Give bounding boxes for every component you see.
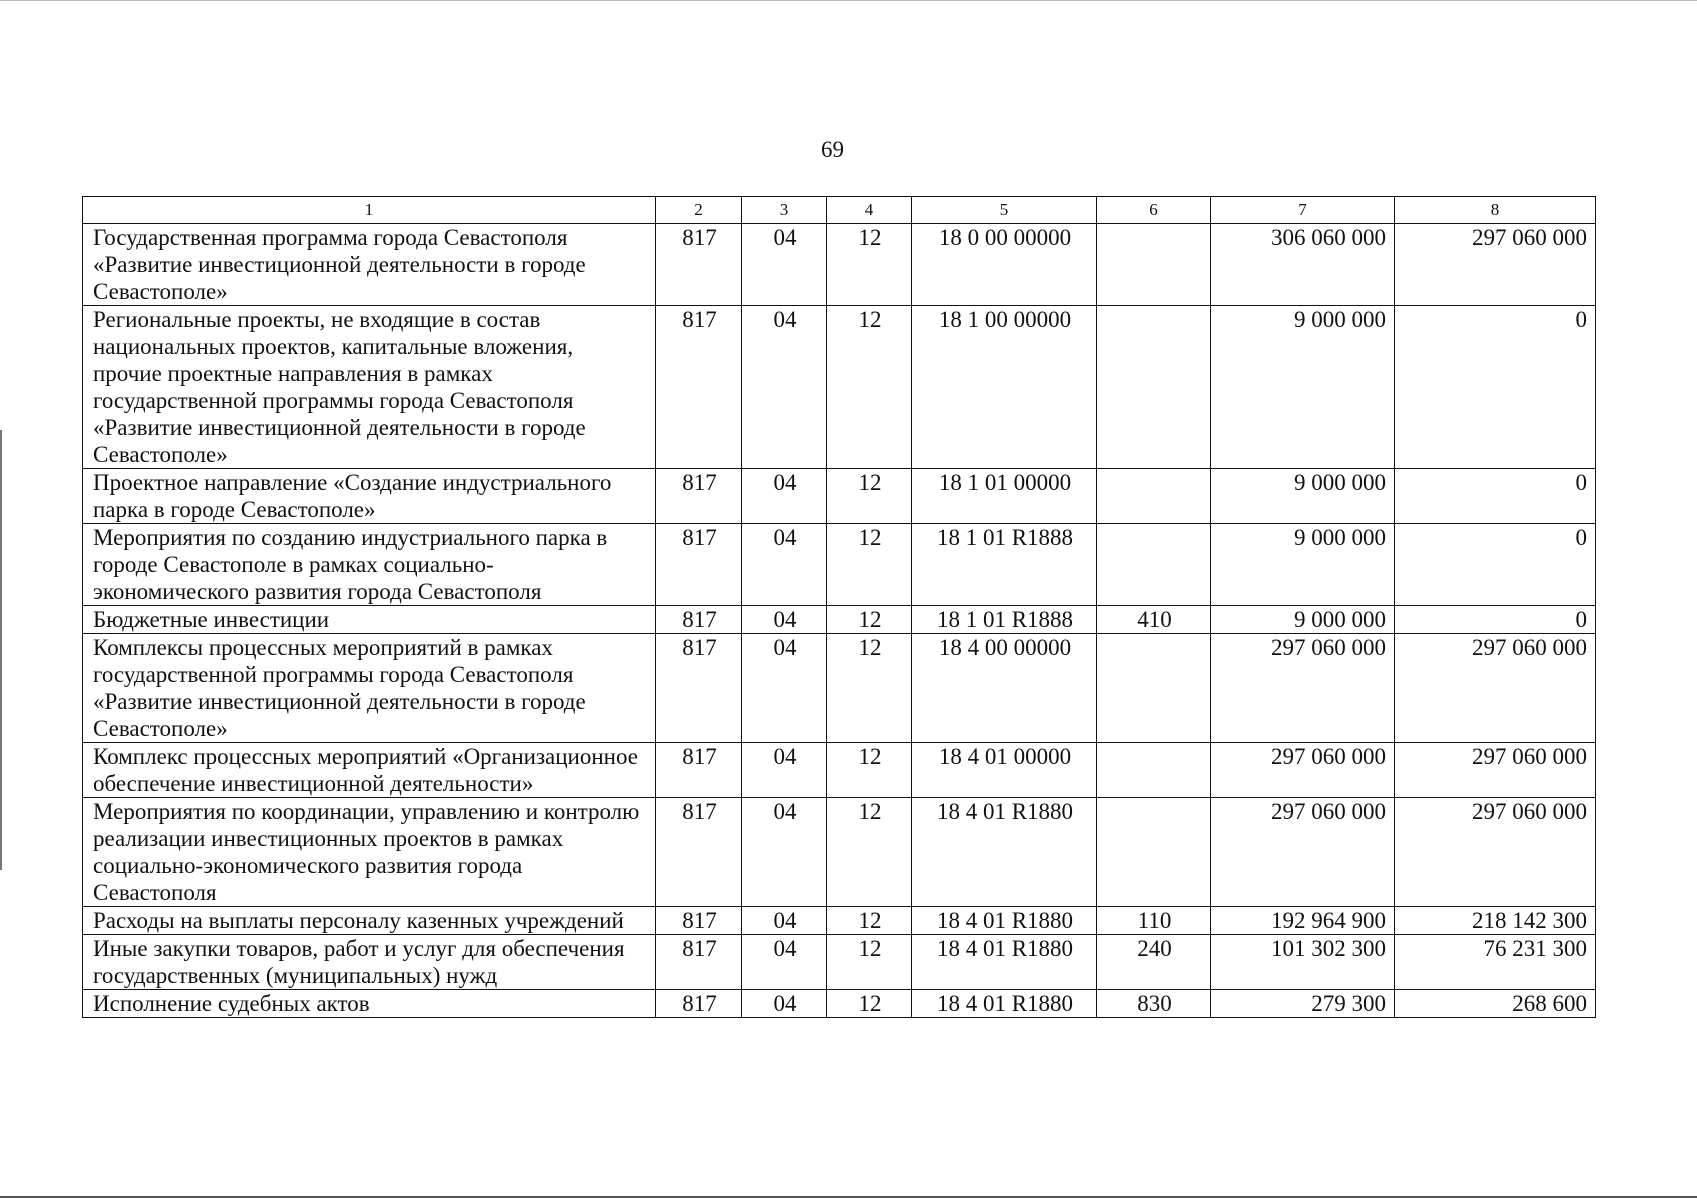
cell-sum-1: 297 060 000 — [1211, 798, 1395, 907]
cell-pr: 12 — [827, 798, 912, 907]
table-row — [83, 743, 1596, 798]
scan-edge-left — [0, 430, 2, 870]
table-body — [83, 224, 1596, 1018]
header-col-3: 3 — [742, 197, 827, 224]
cell-sum-1: 9 000 000 — [1211, 524, 1395, 606]
cell-sum-2: 297 060 000 — [1395, 634, 1596, 743]
cell-pr: 12 — [827, 606, 912, 634]
scan-edge-bottom — [0, 1196, 1697, 1198]
cell-csr: 18 4 01 R1880 — [912, 907, 1097, 935]
cell-csr: 18 1 01 00000 — [912, 469, 1097, 524]
cell-name: Проектное направление «Создание индустриального парка в городе Севастополе» — [83, 469, 656, 524]
cell-name: Мероприятия по созданию индустриального парка в городе Севастополе в рамках социально-экономического развития города Севастополя — [83, 524, 656, 606]
cell-pr: 12 — [827, 524, 912, 606]
cell-csr: 18 4 01 R1880 — [912, 798, 1097, 907]
cell-name: Государственная программа города Севастополя «Развитие инвестиционной деятельности в городе Севастополе» — [83, 224, 656, 306]
cell-gr: 817 — [656, 798, 742, 907]
table-row — [83, 935, 1596, 990]
cell-csr: 18 4 01 R1880 — [912, 990, 1097, 1018]
cell-sum-1: 9 000 000 — [1211, 306, 1395, 469]
table-row — [83, 606, 1596, 634]
cell-sum-1: 101 302 300 — [1211, 935, 1395, 990]
header-col-8: 8 — [1395, 197, 1596, 224]
cell-pr: 12 — [827, 634, 912, 743]
cell-sum-1: 297 060 000 — [1211, 743, 1395, 798]
cell-vr — [1097, 524, 1211, 606]
cell-pr: 12 — [827, 935, 912, 990]
header-col-7: 7 — [1211, 197, 1395, 224]
cell-sum-2: 297 060 000 — [1395, 798, 1596, 907]
cell-sum-2: 297 060 000 — [1395, 224, 1596, 306]
cell-vr — [1097, 224, 1211, 306]
cell-vr — [1097, 743, 1211, 798]
table-header — [83, 197, 1596, 224]
table-row — [83, 224, 1596, 306]
cell-rz: 04 — [742, 990, 827, 1018]
cell-sum-1: 297 060 000 — [1211, 634, 1395, 743]
scan-edge-top — [0, 0, 1697, 1]
cell-pr: 12 — [827, 224, 912, 306]
header-col-6: 6 — [1097, 197, 1211, 224]
cell-rz: 04 — [742, 907, 827, 935]
cell-csr: 18 4 01 R1880 — [912, 935, 1097, 990]
cell-rz: 04 — [742, 634, 827, 743]
table-row — [83, 907, 1596, 935]
budget-table — [82, 196, 1596, 1018]
cell-rz: 04 — [742, 469, 827, 524]
cell-gr: 817 — [656, 990, 742, 1018]
cell-rz: 04 — [742, 935, 827, 990]
cell-vr: 410 — [1097, 606, 1211, 634]
table-row — [83, 634, 1596, 743]
cell-name: Исполнение судебных актов — [83, 990, 656, 1018]
cell-sum-2: 297 060 000 — [1395, 743, 1596, 798]
table-row — [83, 990, 1596, 1018]
cell-sum-1: 306 060 000 — [1211, 224, 1395, 306]
cell-vr — [1097, 306, 1211, 469]
header-col-2: 2 — [656, 197, 742, 224]
cell-sum-2: 0 — [1395, 469, 1596, 524]
cell-rz: 04 — [742, 606, 827, 634]
cell-rz: 04 — [742, 224, 827, 306]
cell-sum-1: 279 300 — [1211, 990, 1395, 1018]
cell-name: Бюджетные инвестиции — [83, 606, 656, 634]
table-row — [83, 798, 1596, 907]
cell-pr: 12 — [827, 990, 912, 1018]
cell-pr: 12 — [827, 907, 912, 935]
cell-rz: 04 — [742, 524, 827, 606]
cell-csr: 18 1 01 R1888 — [912, 606, 1097, 634]
cell-sum-2: 76 231 300 — [1395, 935, 1596, 990]
cell-name: Мероприятия по координации, управлению и контролю реализации инвестиционных проектов в рамках социально-экономического развития города Севастополя — [83, 798, 656, 907]
cell-vr — [1097, 469, 1211, 524]
table-row — [83, 469, 1596, 524]
cell-rz: 04 — [742, 798, 827, 907]
cell-vr — [1097, 798, 1211, 907]
cell-gr: 817 — [656, 524, 742, 606]
cell-rz: 04 — [742, 743, 827, 798]
cell-sum-1: 192 964 900 — [1211, 907, 1395, 935]
cell-pr: 12 — [827, 306, 912, 469]
cell-sum-2: 0 — [1395, 306, 1596, 469]
cell-vr: 110 — [1097, 907, 1211, 935]
header-col-4: 4 — [827, 197, 912, 224]
table-row — [83, 306, 1596, 469]
cell-pr: 12 — [827, 743, 912, 798]
cell-gr: 817 — [656, 935, 742, 990]
cell-rz: 04 — [742, 306, 827, 469]
cell-csr: 18 4 01 00000 — [912, 743, 1097, 798]
page-number: 69 — [821, 137, 844, 162]
cell-csr: 18 1 01 R1888 — [912, 524, 1097, 606]
cell-csr: 18 4 00 00000 — [912, 634, 1097, 743]
cell-vr: 240 — [1097, 935, 1211, 990]
cell-csr: 18 1 00 00000 — [912, 306, 1097, 469]
cell-gr: 817 — [656, 469, 742, 524]
cell-name: Иные закупки товаров, работ и услуг для обеспечения государственных (муниципальных) нужд — [83, 935, 656, 990]
table-row — [83, 524, 1596, 606]
header-col-5: 5 — [912, 197, 1097, 224]
cell-sum-2: 0 — [1395, 524, 1596, 606]
cell-gr: 817 — [656, 306, 742, 469]
cell-sum-1: 9 000 000 — [1211, 469, 1395, 524]
header-row — [83, 197, 1596, 224]
cell-sum-1: 9 000 000 — [1211, 606, 1395, 634]
cell-name: Расходы на выплаты персоналу казенных учреждений — [83, 907, 656, 935]
cell-pr: 12 — [827, 469, 912, 524]
cell-sum-2: 218 142 300 — [1395, 907, 1596, 935]
cell-name: Региональные проекты, не входящие в состав национальных проектов, капитальные вложения, прочие проектные направления в рамках государственной программы города Севастополя «Развитие инвестиционной деятельности в городе Севастополе» — [83, 306, 656, 469]
cell-name: Комплекс процессных мероприятий «Организационное обеспечение инвестиционной деятельности» — [83, 743, 656, 798]
cell-vr: 830 — [1097, 990, 1211, 1018]
header-col-1: 1 — [83, 197, 656, 224]
cell-gr: 817 — [656, 224, 742, 306]
cell-csr: 18 0 00 00000 — [912, 224, 1097, 306]
cell-gr: 817 — [656, 634, 742, 743]
cell-vr — [1097, 634, 1211, 743]
cell-gr: 817 — [656, 907, 742, 935]
cell-sum-2: 268 600 — [1395, 990, 1596, 1018]
cell-gr: 817 — [656, 743, 742, 798]
cell-name: Комплексы процессных мероприятий в рамках государственной программы города Севастополя «Развитие инвестиционной деятельности в городе Севастополе» — [83, 634, 656, 743]
cell-sum-2: 0 — [1395, 606, 1596, 634]
cell-gr: 817 — [656, 606, 742, 634]
